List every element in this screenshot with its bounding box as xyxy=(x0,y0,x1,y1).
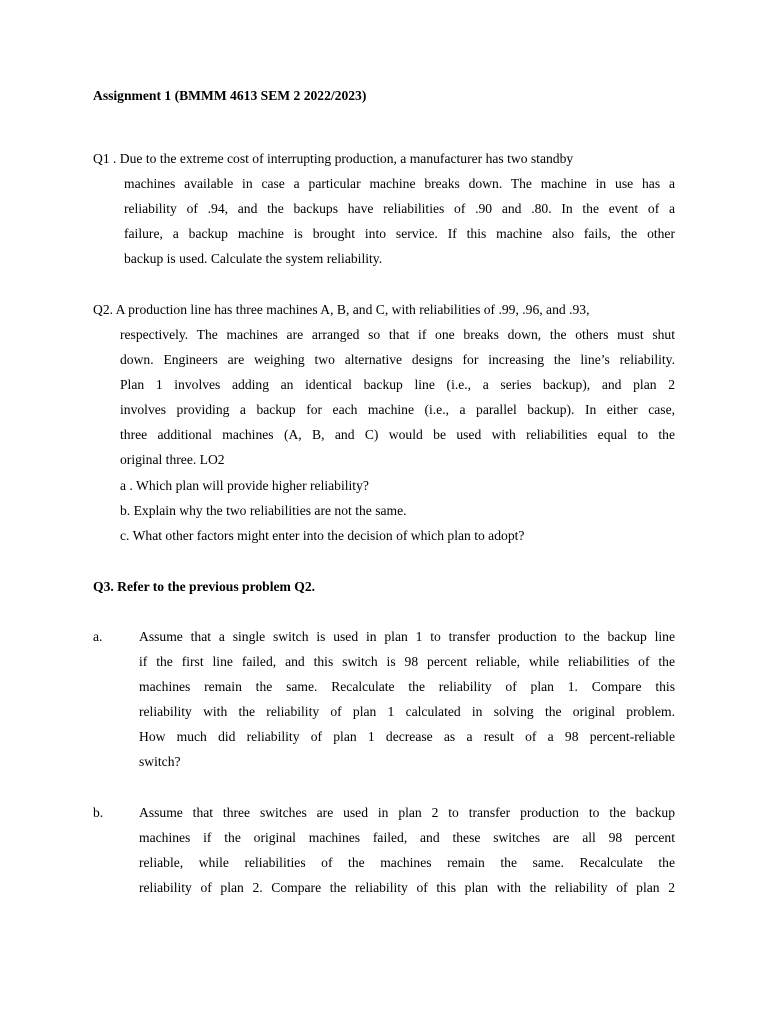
assignment-title: Assignment 1 (BMMM 4613 SEM 2 2022/2023) xyxy=(93,88,367,103)
q2-line-4: Plan 1 involves adding an identical backup line (i.e., a series backup), and plan 2 xyxy=(120,377,675,392)
q3a-line-3: machines remain the same. Recalculate the reliability of plan 1. Compare this xyxy=(139,679,675,694)
q3a-line-4: reliability with the reliability of plan 1 calculated in solving the original problem. xyxy=(139,704,675,719)
q3a-line-1: Assume that a single switch is used in plan 1 to transfer production to the backup line xyxy=(139,629,675,644)
q3b-line-4: reliability of plan 2. Compare the reliability of this plan with the reliability of plan 2 xyxy=(139,880,675,895)
q1-line-3: reliability of .94, and the backups have reliabilities of .90 and .80. In the event of a xyxy=(124,201,675,216)
q3a-line-5: How much did reliability of plan 1 decrease as a result of a 98 percent-reliable xyxy=(139,729,675,744)
q2-line-5: involves providing a backup for each machine (i.e., a parallel backup). In either case, xyxy=(120,402,675,417)
q3b-line-1: Assume that three switches are used in plan 2 to transfer production to the backup xyxy=(139,805,675,820)
q3-part-b-label: b. xyxy=(93,805,104,820)
q2-line-3: down. Engineers are weighing two alternative designs for increasing the line’s reliability. xyxy=(120,352,675,367)
q3a-line-2: if the first line failed, and this switch is 98 percent reliable, while reliabilities of the xyxy=(139,654,675,669)
q3-part-a-label: a. xyxy=(93,629,103,644)
q2-line-2: respectively. The machines are arranged so that if one breaks down, the others must shut xyxy=(120,327,675,342)
q3b-line-3: reliable, while reliabilities of the machines remain the same. Recalculate the xyxy=(139,855,675,870)
q1-line-4: failure, a backup machine is brought into service. If this machine also fails, the other xyxy=(124,226,675,241)
q2-line-7: original three. LO2 xyxy=(120,452,225,467)
q1-line-2: machines available in case a particular machine breaks down. The machine in use has a xyxy=(124,176,675,191)
q3b-line-2: machines if the original machines failed, and these switches are all 98 percent xyxy=(139,830,675,845)
q2-line-6: three additional machines (A, B, and C) would be used with reliabilities equal to the xyxy=(120,427,675,442)
q1-line-5: backup is used. Calculate the system reliability. xyxy=(124,251,383,266)
q2-sub-b: b. Explain why the two reliabilities are not the same. xyxy=(120,503,407,518)
q3a-line-6: switch? xyxy=(139,754,181,769)
q2-sub-a: a . Which plan will provide higher reliability? xyxy=(120,478,369,493)
q3-heading: Q3. Refer to the previous problem Q2. xyxy=(93,579,316,594)
q1-line-1: Q1 . Due to the extreme cost of interrupting production, a manufacturer has two standby xyxy=(93,151,574,166)
q2-sub-c: c. What other factors might enter into the decision of which plan to adopt? xyxy=(120,528,525,543)
q2-line-1: Q2. A production line has three machines A, B, and C, with reliabilities of .99, .96, and .93, xyxy=(93,302,590,317)
